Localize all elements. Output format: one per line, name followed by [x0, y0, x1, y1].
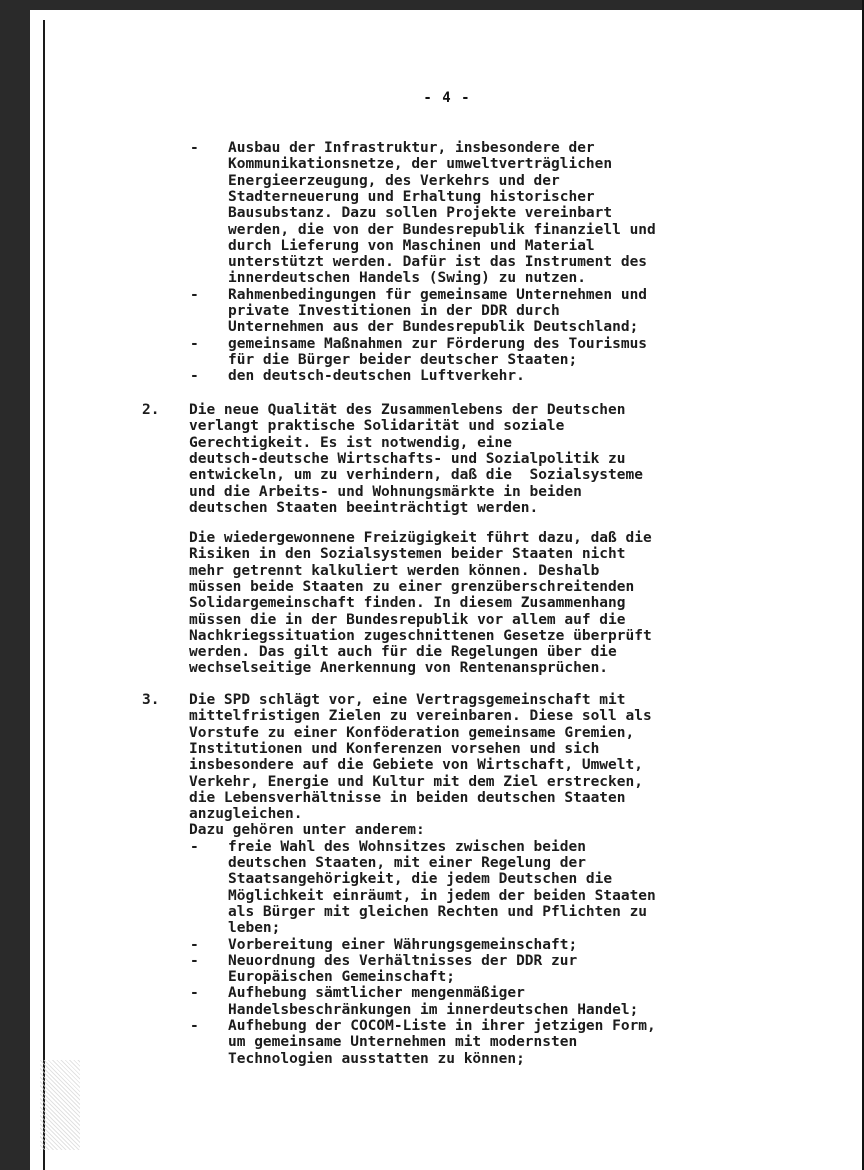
- paragraph-line: deutsch-deutsche Wirtschafts- und Sozialpolitik zu: [189, 450, 626, 467]
- paragraph-line: Risiken in den Sozialsystemen beider Staaten nicht: [189, 546, 626, 563]
- document-page: [30, 10, 864, 1170]
- list-item-line: private Investitionen in der DDR durch: [228, 303, 560, 319]
- list-item-line: Möglichkeit einräumt, in jedem der beiden Staaten: [228, 887, 656, 904]
- paragraph-line: Die SPD schlägt vor, eine Vertragsgemeinschaft mit: [189, 692, 626, 708]
- list-item-line: Handelsbeschränkungen im innerdeutschen Handel;: [228, 1001, 639, 1018]
- list-item-line: um gemeinsame Unternehmen mit modernsten: [228, 1034, 578, 1051]
- list-item-line: Neuordnung des Verhältnisses der DDR zur: [228, 952, 578, 969]
- list-bullet: -: [190, 140, 199, 156]
- list-item-line: Aufhebung der COCOM-Liste in ihrer jetzigen Form,: [228, 1018, 656, 1034]
- list-item-line: Europäischen Gemeinschaft;: [228, 969, 455, 986]
- list-item-line: leben;: [228, 920, 281, 937]
- list-bullet: -: [190, 368, 199, 385]
- paragraph-line: insbesondere auf die Gebiete von Wirtschaft, Umwelt,: [189, 757, 643, 774]
- paragraph-line: Verkehr, Energie und Kultur mit dem Ziel erstrecken,: [189, 773, 643, 790]
- list-item-line: Ausbau der Infrastruktur, insbesondere der: [228, 140, 595, 156]
- paragraph-line: Dazu gehören unter anderem:: [189, 822, 425, 839]
- paragraph-line: wechselseitige Anerkennung von Rentenansprüchen.: [189, 660, 609, 677]
- page-number: - 4 -: [423, 90, 471, 106]
- paragraph-line: Die wiedergewonnene Freizügigkeit führt dazu, daß die: [189, 530, 652, 546]
- paragraph-line: entwickeln, um zu verhindern, daß die Sozialsysteme: [189, 467, 643, 484]
- paragraph-line: werden. Das gilt auch für die Regelungen über die: [189, 644, 617, 661]
- list-bullet: -: [190, 952, 199, 969]
- scan-noise: [40, 1060, 80, 1150]
- list-item-line: unterstützt werden. Dafür ist das Instrument des: [228, 254, 648, 271]
- section-number: 2.: [142, 402, 160, 418]
- list-item-line: Vorbereitung einer Währungsgemeinschaft;: [228, 936, 578, 953]
- list-item-line: den deutsch-deutschen Luftverkehr.: [228, 368, 525, 385]
- list-item-line: Technologien ausstatten zu können;: [228, 1050, 525, 1067]
- list-item-line: als Bürger mit gleichen Rechten und Pflichten zu: [228, 903, 648, 920]
- list-bullet: -: [190, 985, 199, 1002]
- paragraph-line: anzugleichen.: [189, 806, 303, 823]
- paragraph-line: müssen beide Staaten zu einer grenzüberschreitenden: [189, 578, 635, 595]
- paragraph-line: Gerechtigkeit. Es ist notwendig, eine: [189, 434, 513, 451]
- list-item-line: werden, die von der Bundesrepublik finanziell und: [228, 221, 656, 238]
- paragraph-line: müssen die in der Bundesrepublik vor allem auf die: [189, 611, 626, 628]
- paragraph-line: deutschen Staaten beeinträchtigt werden.: [189, 499, 539, 516]
- list-item-line: durch Lieferung von Maschinen und Material: [228, 237, 595, 254]
- list-item-line: gemeinsame Maßnahmen zur Förderung des Tourismus: [228, 335, 648, 352]
- paragraph-line: und die Arbeits- und Wohnungsmärkte in beiden: [189, 483, 582, 500]
- list-item-line: innerdeutschen Handels (Swing) zu nutzen.: [228, 270, 586, 287]
- list-item-line: Rahmenbedingungen für gemeinsame Unternehmen und: [228, 286, 648, 303]
- paragraph-line: Die neue Qualität des Zusammenlebens der Deutschen: [189, 402, 626, 418]
- paragraph-line: Nachkriegssituation zugeschnittenen Gesetze überprüft: [189, 627, 652, 644]
- list-bullet: -: [190, 286, 199, 303]
- list-item-line: Energieerzeugung, des Verkehrs und der: [228, 172, 560, 189]
- paragraph-line: verlangt praktische Solidarität und soziale: [189, 418, 565, 435]
- list-bullet: -: [190, 335, 199, 352]
- paragraph-line: Vorstufe zu einer Konföderation gemeinsame Gremien,: [189, 724, 635, 741]
- list-item-line: für die Bürger beider deutscher Staaten;: [228, 351, 578, 368]
- list-item-line: Unternehmen aus der Bundesrepublik Deutschland;: [228, 319, 639, 336]
- list-bullet: -: [190, 936, 199, 953]
- paragraph-line: mittelfristigen Zielen zu vereinbaren. Diese soll als: [189, 708, 652, 725]
- scan-margin-line: [43, 20, 45, 1170]
- list-bullet: -: [190, 1018, 199, 1034]
- paragraph-line: die Lebensverhältnisse in beiden deutschen Staaten: [189, 789, 626, 806]
- paragraph-line: mehr getrennt kalkuliert werden können. Deshalb: [189, 562, 600, 579]
- section-number: 3.: [142, 692, 160, 708]
- list-item-line: Kommunikationsnetze, der umweltverträglichen: [228, 156, 613, 173]
- list-item-line: deutschen Staaten, mit einer Regelung der: [228, 855, 586, 871]
- list-item-line: Stadterneuerung und Erhaltung historischer: [228, 188, 595, 205]
- paragraph-line: Institutionen und Konferenzen vorsehen und sich: [189, 740, 600, 757]
- list-item-line: Aufhebung sämtlicher mengenmäßiger: [228, 985, 525, 1002]
- list-item-line: freie Wahl des Wohnsitzes zwischen beiden: [228, 838, 586, 855]
- list-item-line: Bausubstanz. Dazu sollen Projekte vereinbart: [228, 205, 613, 222]
- list-item-line: Staatsangehörigkeit, die jedem Deutschen die: [228, 871, 613, 888]
- paragraph-line: Solidargemeinschaft finden. In diesem Zusammenhang: [189, 595, 626, 612]
- list-bullet: -: [190, 838, 199, 855]
